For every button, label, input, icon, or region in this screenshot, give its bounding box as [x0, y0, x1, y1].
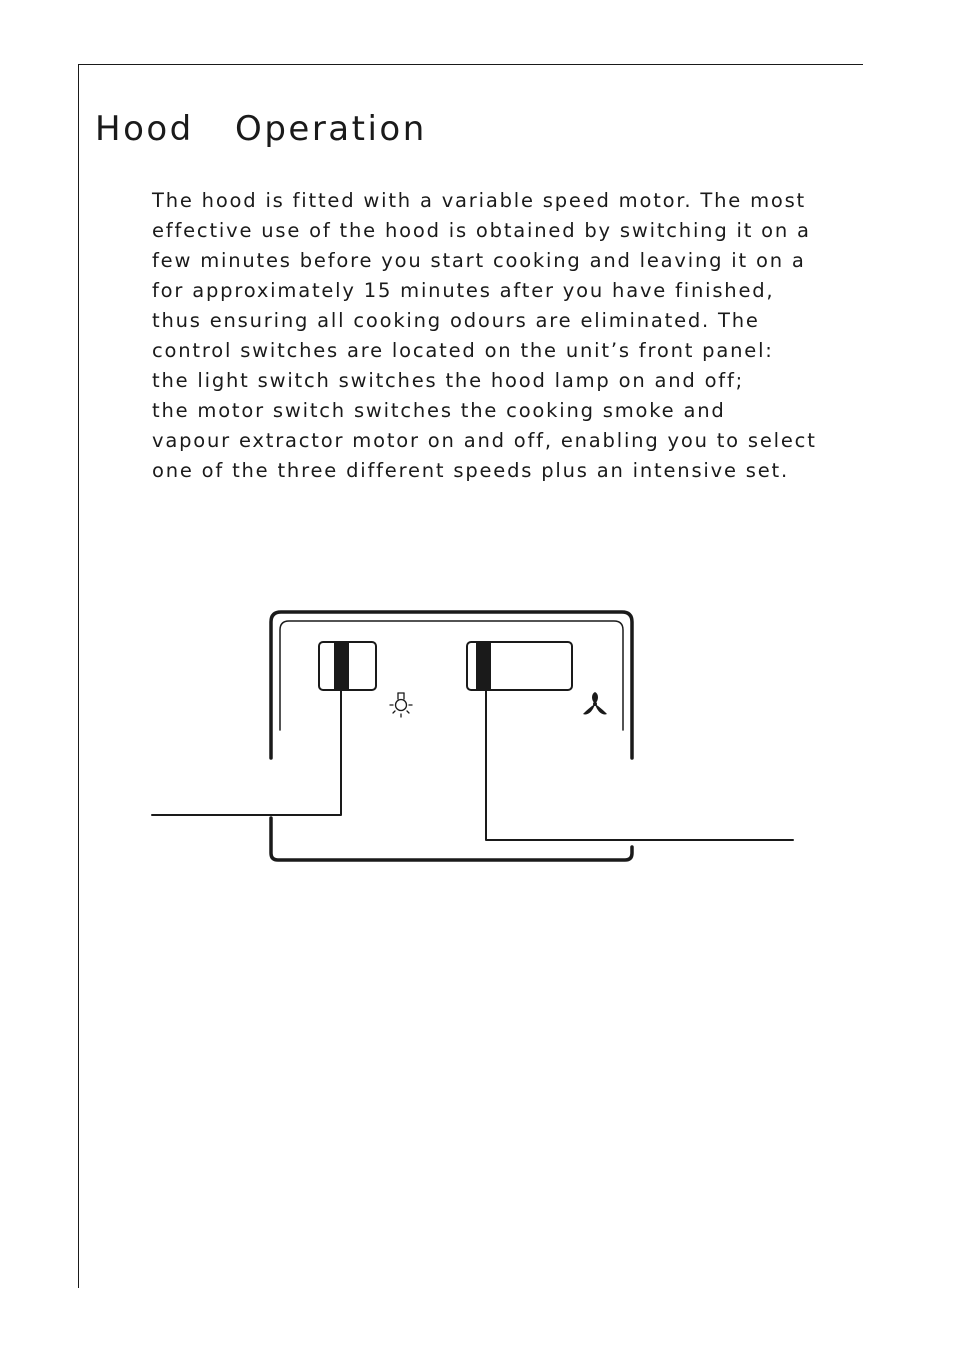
motor-switch-rocker — [476, 643, 491, 689]
body-line: effective use of the hood is obtained by switching it on a — [152, 219, 811, 242]
body-line: control switches are located on the unit’s front panel: — [152, 339, 774, 362]
body-line: the light switch switches the hood lamp on and off; — [152, 369, 745, 392]
page-title: Hood Operation — [95, 109, 427, 149]
body-line: The hood is fitted with a variable speed motor. The most — [152, 189, 806, 212]
body-line: for approximately 15 minutes after you have finished, — [152, 279, 775, 302]
fan-icon — [583, 692, 607, 714]
body-line: few minutes before you start cooking and leaving it on a — [152, 249, 806, 272]
panel-outer-frame — [271, 612, 632, 758]
body-line: one of the three different speeds plus an intensive set. — [152, 459, 789, 482]
body-line: vapour extractor motor on and off, enabling you to select — [152, 429, 817, 452]
motor-switch-callout-line — [486, 690, 793, 840]
light-switch-callout-line — [152, 690, 341, 815]
body-line: thus ensuring all cooking odours are eliminated. The — [152, 309, 760, 332]
light-switch-rocker — [334, 643, 349, 689]
light-bulb-icon — [390, 693, 412, 717]
body-line: the motor switch switches the cooking smoke and — [152, 399, 726, 422]
